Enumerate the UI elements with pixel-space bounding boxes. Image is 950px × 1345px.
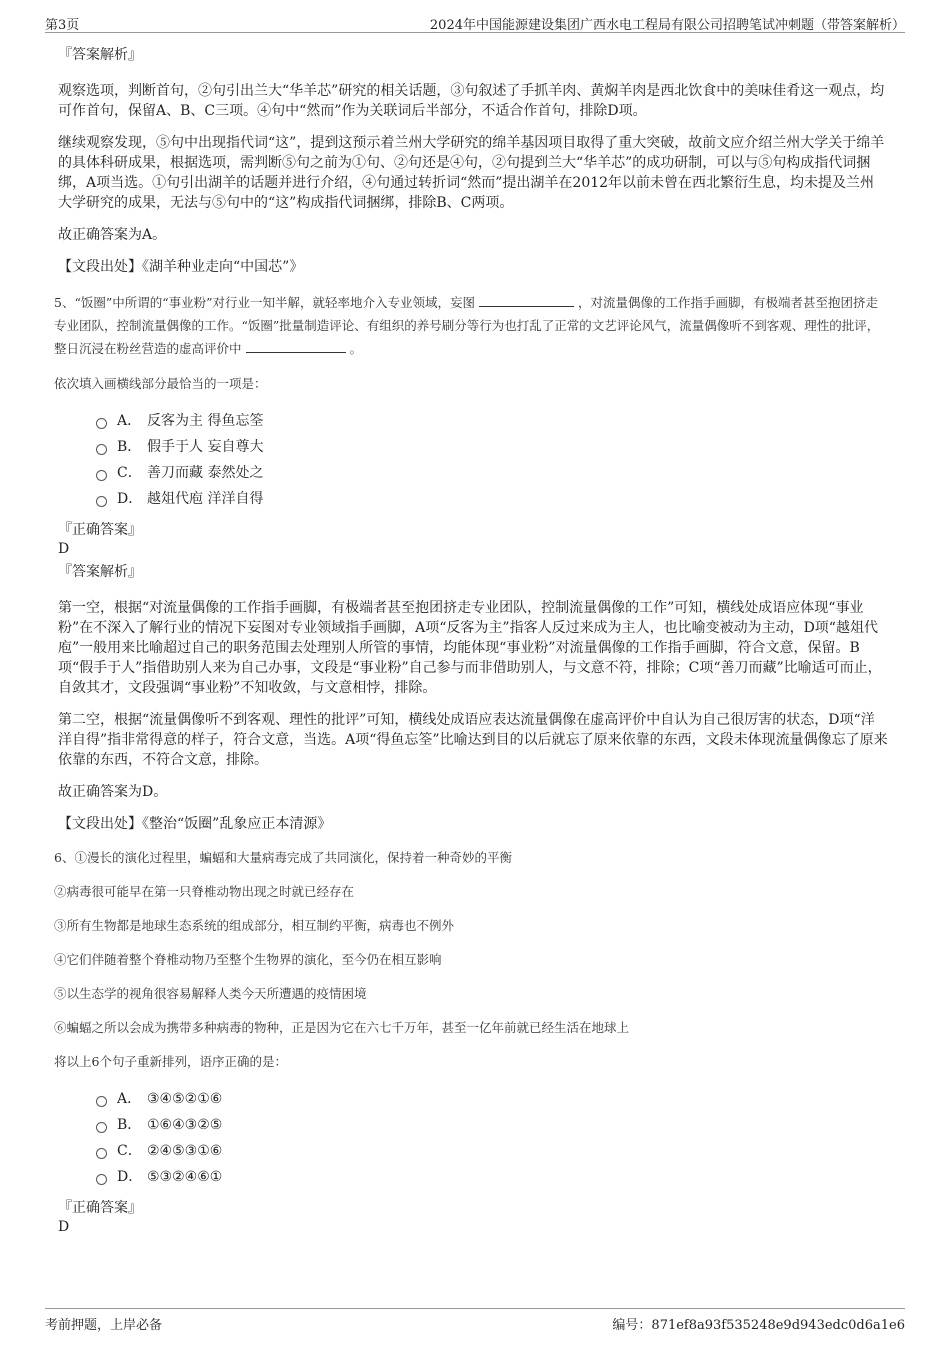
page-number: 第3页 bbox=[45, 18, 80, 33]
q5-option-a[interactable]: A． 反客为主 得鱼忘筌 bbox=[96, 408, 888, 434]
q4-conclusion: 故正确答案为A。 bbox=[58, 227, 167, 243]
q5-conclusion: 故正确答案为D。 bbox=[58, 784, 168, 800]
q5-analysis-label: 『答案解析』 bbox=[58, 564, 142, 580]
q6-sentence-5: ⑤以生态学的视角很容易解释人类今天所遭遇的疫情困境 bbox=[54, 986, 367, 1001]
radio-icon[interactable] bbox=[96, 496, 107, 507]
q5-stem-a: 5、“饭圈”中所谓的“事业粉”对行业一知半解，就轻率地介入专业领域，妄图 bbox=[54, 295, 476, 310]
q5-stem bbox=[54, 291, 888, 360]
radio-icon[interactable] bbox=[96, 1148, 107, 1159]
q4-analysis-p2: 继续观察发现，⑤句中出现指代词“这”，提到这预示着兰州大学研究的绵羊基因项目取得了重大突破，故前文应介绍兰州大学关于绵羊的具体科研成果，根据选项，需判断⑤句之前为①句、②句还是④句，②句提到兰大“华羊芯”的成功研制，可以与⑤句构成指代词捆绑，A项当选。①句引出湖羊的话题并进行介绍，④句通过转折词“然而”提出湖羊在2012年以前未曾在西北繁衍生息，均未提及兰州大学研究的成果，无法与⑤句中的“这”构成指代词捆绑，排除B、C两项。 bbox=[58, 135, 885, 211]
q5-option-d[interactable]: D． 越俎代庖 洋洋自得 bbox=[96, 486, 888, 512]
q5-option-c[interactable]: C． 善刀而藏 泰然处之 bbox=[96, 460, 888, 486]
q5-stem-b: ，对流量偶像的工作指手画脚，有极端者甚至抱团挤走专业团队，控制流量偶像的工作。“饭圈”批量制造评论、有组织的养号刷分等行为也打乱了正常的文艺评论风气，流量偶像听不到客观、理性的批评，整日沉浸在粉丝营造的虚高评价中 bbox=[54, 295, 880, 356]
q6-sentence-6: ⑥蝙蝠之所以会成为携带多种病毒的物种，正是因为它在六七千万年，甚至一亿年前就已经生活在地球上 bbox=[54, 1020, 630, 1035]
q5-prompt: 依次填入画横线部分最恰当的一项是： bbox=[54, 376, 267, 391]
radio-icon[interactable] bbox=[96, 1096, 107, 1107]
document-id: 编号：871ef8a93f535248e9d943edc0d6a1e6 bbox=[612, 1318, 905, 1333]
q4-analysis-p1: 观察选项，判断首句，②句引出兰大“华羊芯”研究的相关话题，③句叙述了手抓羊肉、黄焖羊肉是西北饮食中的美味佳肴这一观点，均可作首句，保留A、B、C三项。④句中“然而”作为关联词后半部分，不适合作首句，排除D项。 bbox=[58, 83, 885, 119]
q5-options bbox=[96, 408, 888, 512]
q6-sentence-1: 6、①漫长的演化过程里，蝙蝠和大量病毒完成了共同演化，保持着一种奇妙的平衡 bbox=[54, 850, 512, 865]
q4-source: 【文段出处】《湖羊种业走向“中国芯”》 bbox=[58, 259, 304, 275]
page-footer bbox=[45, 1308, 905, 1333]
q6-prompt: 将以上6个句子重新排列，语序正确的是： bbox=[54, 1054, 287, 1069]
radio-icon[interactable] bbox=[96, 1174, 107, 1185]
q5-source: 【文段出处】《整治“饭圈”乱象应正本清源》 bbox=[58, 816, 332, 832]
q6-answer-label: 『正确答案』 bbox=[58, 1200, 142, 1216]
q5-blank-1 bbox=[479, 294, 574, 307]
radio-icon[interactable] bbox=[96, 418, 107, 429]
q6-option-a[interactable]: A． ③④⑤②①⑥ bbox=[96, 1086, 888, 1112]
footer-slogan: 考前押题，上岸必备 bbox=[45, 1318, 163, 1333]
radio-icon[interactable] bbox=[96, 444, 107, 455]
q6-option-c[interactable]: C． ②④⑤③①⑥ bbox=[96, 1138, 888, 1164]
q5-answer-label: 『正确答案』 bbox=[58, 522, 142, 538]
document-title: 2024年中国能源建设集团广西水电工程局有限公司招聘笔试冲刺题（带答案解析） bbox=[429, 18, 905, 33]
q6-option-d[interactable]: D． ⑤③②④⑥① bbox=[96, 1164, 888, 1190]
q5-analysis-p1: 第一空，根据“对流量偶像的工作指手画脚，有极端者甚至抱团挤走专业团队，控制流量偶像的工作”可知，横线处成语应体现“事业粉”在不深入了解行业的情况下妄图对专业领域指手画脚，A项“反客为主”指客人反过来成为主人，也比喻变被动为主动，D项“越俎代庖”一般用来比喻超过自己的职务范围去处理别人所管的事情，均能体现“事业粉”对流量偶像的工作指手画脚，符合文意，保留。B项“假手于人”指借助别人来为自己办事，文段是“事业粉”自己参与而非借助别人，与文意不符，排除；C项“善刀而藏”比喻适可而止，自敛其才，文段强调“事业粉”不知收敛，与文意相悖，排除。 bbox=[58, 600, 882, 696]
page-header bbox=[45, 12, 905, 33]
q4-analysis-label: 『答案解析』 bbox=[58, 47, 142, 63]
radio-icon[interactable] bbox=[96, 470, 107, 481]
q6-answer: D bbox=[58, 1219, 70, 1235]
main-content bbox=[54, 45, 888, 1238]
q6-option-b[interactable]: B． ①⑥④③②⑤ bbox=[96, 1112, 888, 1138]
q6-sentence-2: ②病毒很可能早在第一只脊椎动物出现之时就已经存在 bbox=[54, 884, 355, 899]
q5-option-b[interactable]: B． 假手于人 妄自尊大 bbox=[96, 434, 888, 460]
q5-stem-c: 。 bbox=[349, 341, 363, 356]
q6-sentence-4: ④它们伴随着整个脊椎动物乃至整个生物界的演化，至今仍在相互影响 bbox=[54, 952, 442, 967]
q5-blank-2 bbox=[246, 340, 346, 353]
q5-analysis-p2: 第二空，根据“流量偶像听不到客观、理性的批评”可知，横线处成语应表达流量偶像在虚高评价中自认为自己很厉害的状态，D项“洋洋自得”指非常得意的样子，符合文意，当选。A项“得鱼忘筌”比喻达到目的以后就忘了原来依靠的东西，文段未体现流量偶像忘了原来依靠的东西，不符合文意，排除。 bbox=[58, 712, 888, 768]
q6-sentence-3: ③所有生物都是地球生态系统的组成部分，相互制约平衡，病毒也不例外 bbox=[54, 918, 455, 933]
q5-answer: D bbox=[58, 541, 70, 557]
q6-options bbox=[96, 1086, 888, 1190]
radio-icon[interactable] bbox=[96, 1122, 107, 1133]
